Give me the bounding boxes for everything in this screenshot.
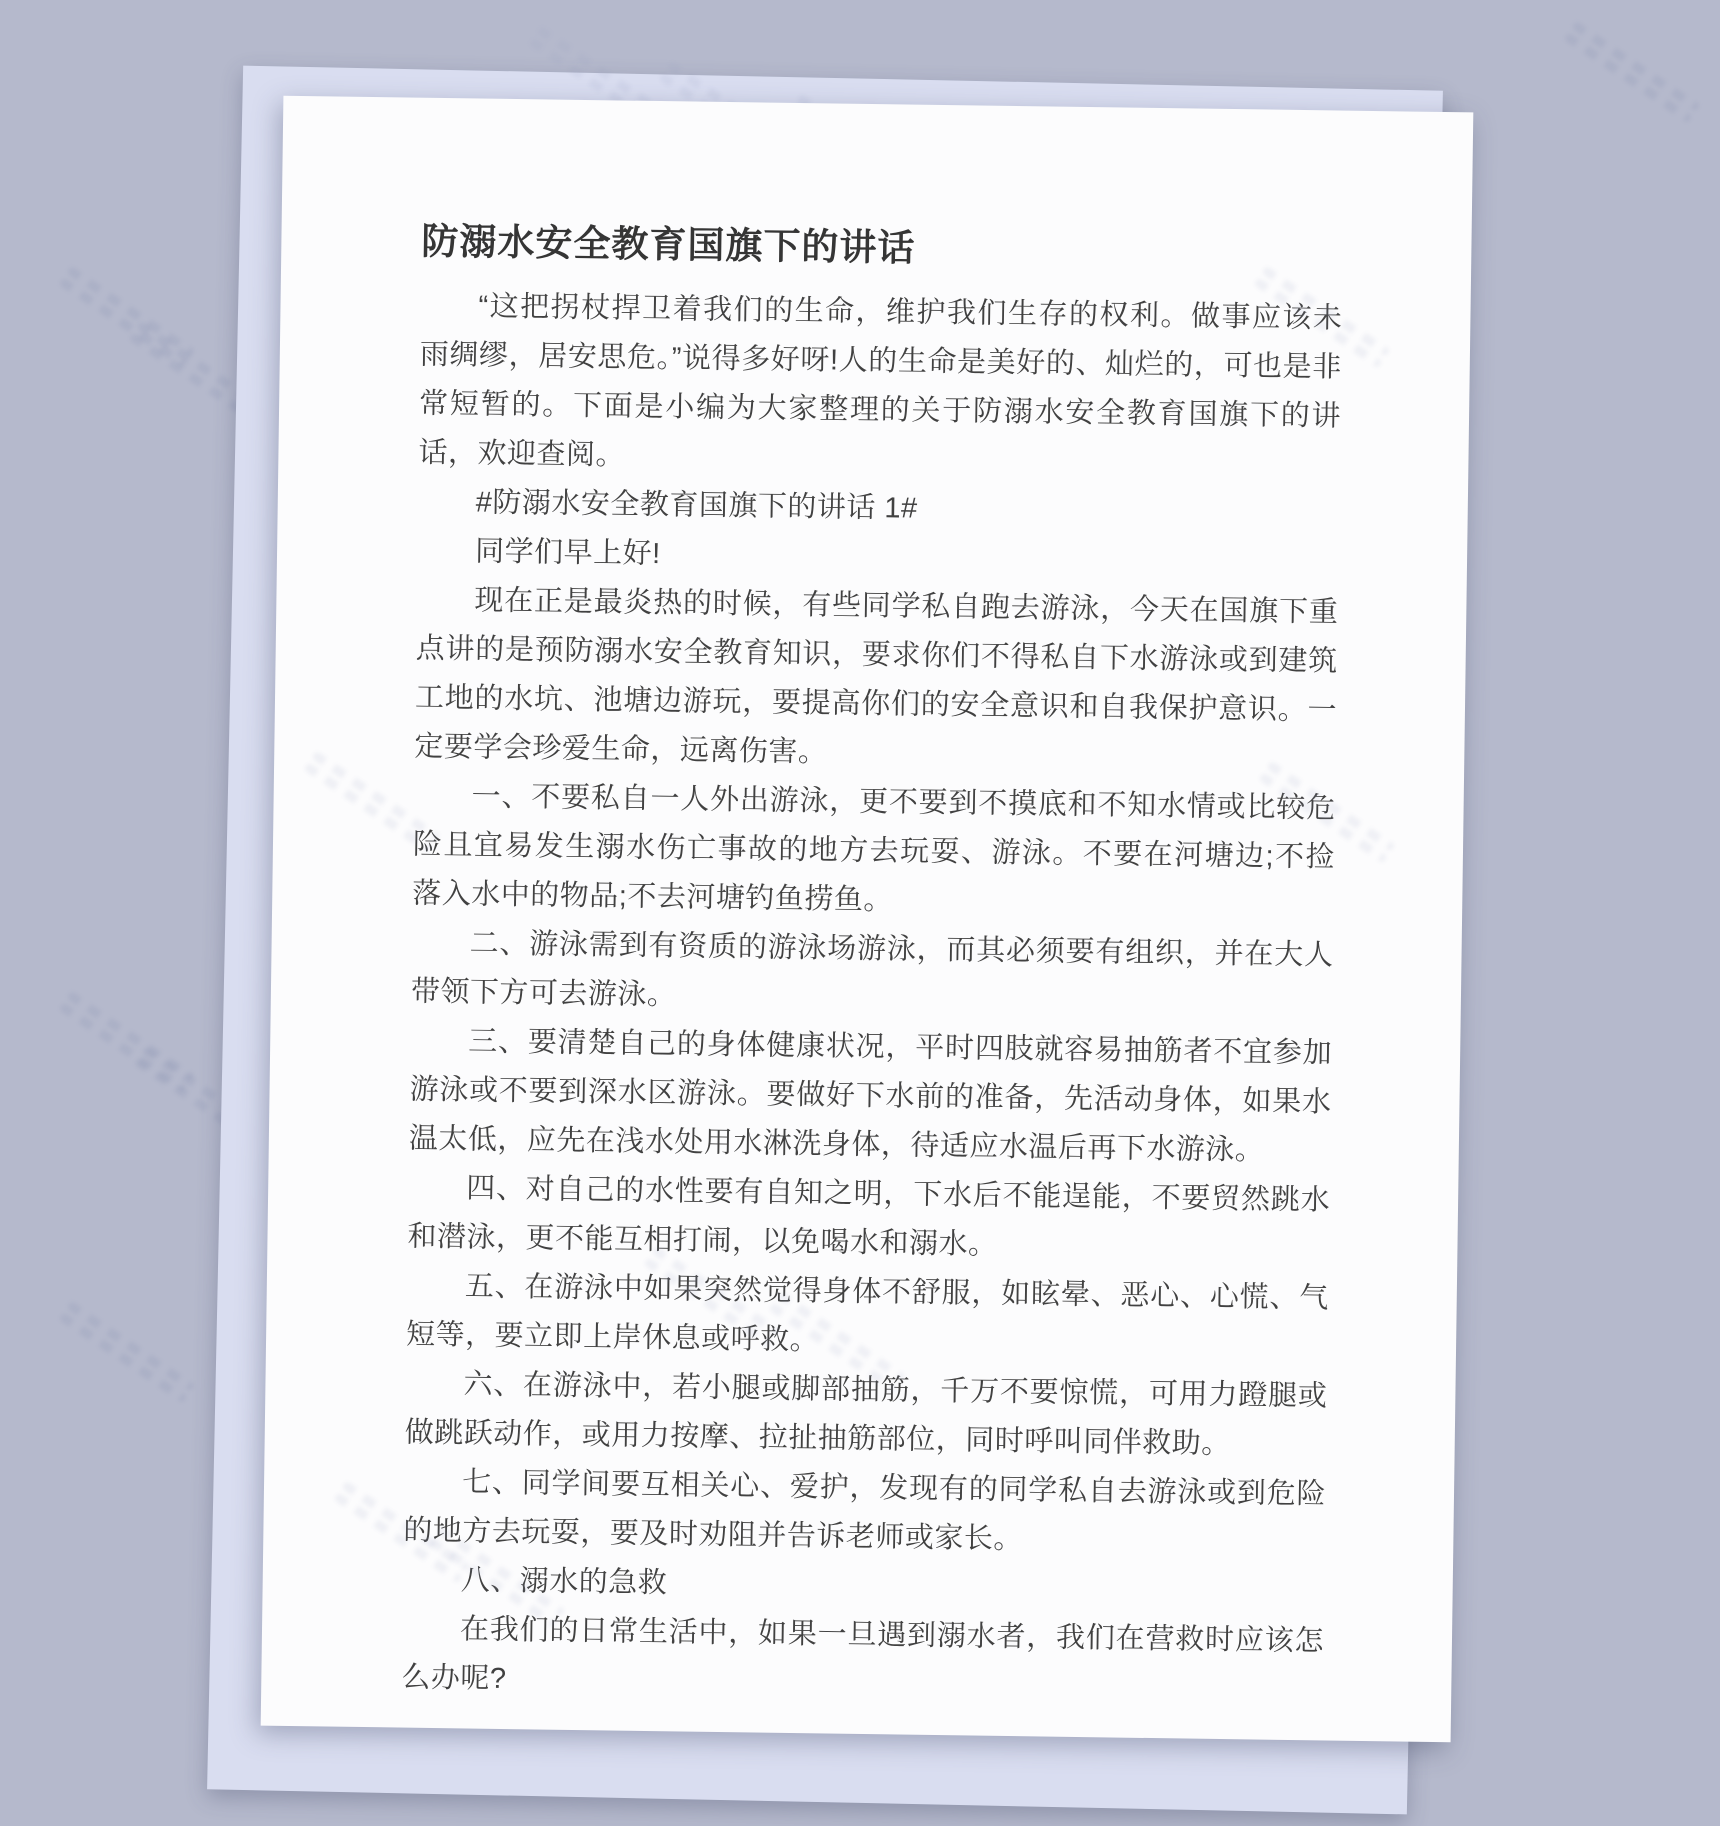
document-page bbox=[261, 96, 1474, 1742]
watermark bbox=[52, 1296, 199, 1413]
paragraph: 六、在游泳中，若小腿或脚部抽筋，千万不要惊慌，可用力蹬腿或做跳跃动作，或用力按摩、拉扯抽筋部位，同时呼叫同伴救助。 bbox=[404, 1368, 1328, 1461]
paragraph: 七、同学间要互相关心、爱护，发现有的同学私自去游泳或到危险的地方去玩耍，要及时劝阻并告诉老师或家长。 bbox=[403, 1466, 1327, 1556]
paragraph: 在我们的日常生活中，如果一旦遇到溺水者，我们在营救时应该怎么办呢? bbox=[401, 1613, 1325, 1696]
paragraph: 四、对自己的水性要有自知之明，下水后不能逞能，不要贸然跳水和潜泳，更不能互相打闹，以免喝水和溺水。 bbox=[407, 1172, 1331, 1261]
paragraph: 一、不要私自一人外出游泳，更不要到不摸底和不知水情或比较危险且宜易发生溺水伤亡事故的地方去玩耍、游泳。不要在河塘边;不捡落入水中的物品;不去河塘钓鱼捞鱼。 bbox=[412, 780, 1336, 917]
document-content bbox=[401, 282, 1343, 1716]
paragraph: “这把拐杖捍卫着我们的生命，维护我们生存的权利。做事应该未雨绸缪，居安思危。”说得多好呀!人的生命是美好的、灿烂的，可也是非常短暂的。下面是小编为大家整理的关于防溺水安全教育国旗下的讲话，欢迎查阅。 bbox=[418, 290, 1343, 472]
paragraph: 五、在游泳中如果突然觉得身体不舒服，如眩晕、恶心、心慌、气短等，要立即上岸休息或呼救。 bbox=[405, 1270, 1329, 1357]
paragraph: 同学们早上好! bbox=[474, 535, 661, 571]
paragraph: 现在正是最炎热的时候，有些同学私自跑去游泳，今天在国旗下重点讲的是预防溺水安全教育知识，要求你们不得私自下水游泳或到建筑工地的水坑、池塘边游玩，要提高你们的安全意识和自我保护意识。一定要学会珍爱生命，远离伤害。 bbox=[414, 584, 1339, 769]
watermark bbox=[52, 986, 199, 1103]
watermark bbox=[1557, 16, 1704, 133]
paragraph: 二、游泳需到有资质的游泳场游泳，而其必须要有组织，并在大人带领下方可去游泳。 bbox=[410, 927, 1334, 1012]
watermark bbox=[52, 261, 199, 378]
paragraph: 八、溺水的急救 bbox=[460, 1564, 668, 1600]
paragraph: #防溺水安全教育国旗下的讲话 1# bbox=[475, 486, 918, 525]
document-title: 防溺水安全教育国旗下的讲话 bbox=[421, 220, 916, 269]
paragraph: 三、要清楚自己的身体健康状况，平时四肢就容易抽筋者不宜参加游泳或不要到深水区游泳。要做好下水前的准备，先活动身体，如果水温太低，应先在浅水处用水淋洗身体，待适应水温后再下水游泳。 bbox=[408, 1025, 1333, 1167]
